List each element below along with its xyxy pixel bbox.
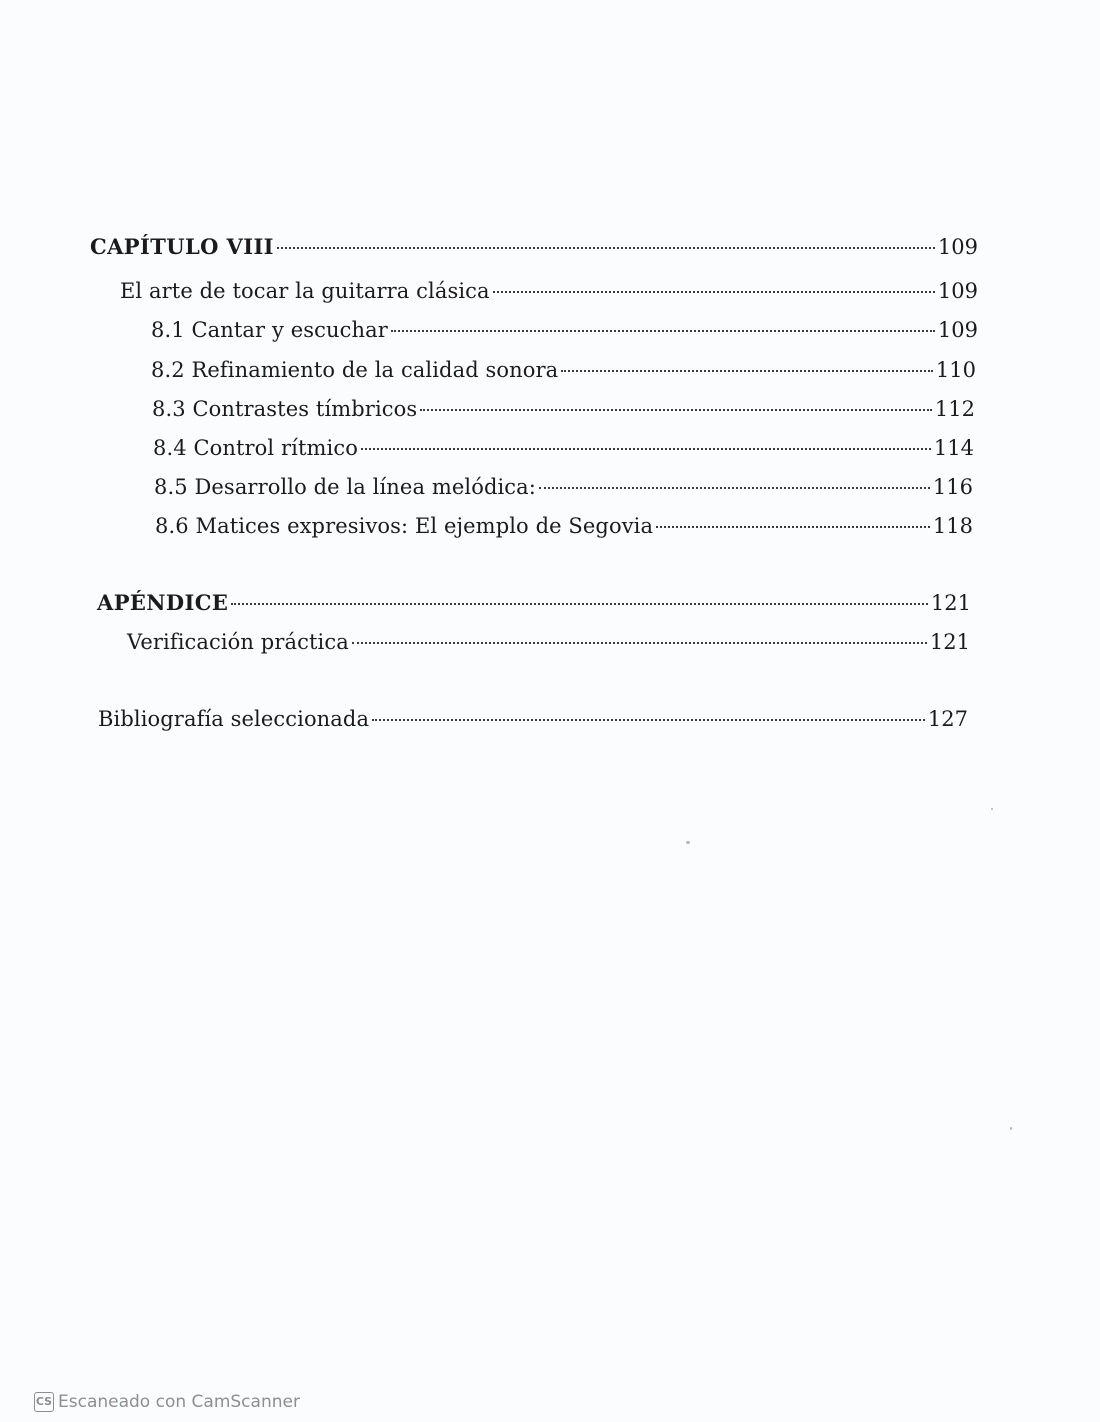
toc-entry-label: 8.4 Control rítmico	[153, 436, 358, 460]
watermark-text: Escaneado con CamScanner	[58, 1392, 300, 1412]
toc-entry-label: Verificación práctica	[127, 630, 349, 654]
scan-speck	[686, 841, 690, 844]
dot-leader	[361, 448, 931, 450]
toc-entry-label: 8.3 Contrastes tímbricos	[152, 397, 418, 421]
toc-entry-label: 8.6 Matices expresivos: El ejemplo de Segovia	[155, 514, 654, 538]
dot-leader	[277, 247, 935, 249]
toc-entry-page: 112	[934, 397, 975, 421]
scan-speck	[991, 808, 993, 810]
toc-entry-8-1	[151, 313, 978, 347]
toc-entry-bibliografia	[98, 702, 968, 736]
toc-entry-8-4	[153, 431, 974, 465]
toc-entry-page: 109	[937, 235, 978, 259]
scan-speck	[1010, 1127, 1012, 1130]
toc-entry-label: 8.2 Refinamiento de la calidad sonora	[151, 358, 559, 382]
toc-entry-capitulo-viii	[90, 230, 978, 264]
dot-leader	[539, 487, 930, 489]
dot-leader	[352, 642, 927, 644]
toc-entry-page: 121	[930, 591, 971, 615]
dot-leader	[493, 291, 935, 293]
dot-leader	[391, 330, 935, 332]
dot-leader	[231, 603, 928, 605]
toc-entry-page: 127	[927, 707, 968, 731]
toc-entry-label: 8.5 Desarrollo de la línea melódica:	[154, 475, 536, 499]
dot-leader	[656, 526, 930, 528]
dot-leader	[372, 719, 925, 721]
toc-entry-8-5	[154, 470, 973, 504]
dot-leader	[561, 370, 933, 372]
toc-entry-verificacion	[127, 625, 970, 659]
toc-entry-label: El arte de tocar la guitarra clásica	[120, 279, 490, 303]
toc-entry-8-2	[151, 353, 976, 387]
toc-entry-page: 121	[929, 630, 970, 654]
toc-entry-arte-tocar	[120, 274, 978, 308]
toc-entry-label: CAPÍTULO VIII	[90, 234, 274, 259]
scanner-watermark	[34, 1392, 300, 1412]
toc-entry-apendice	[97, 586, 971, 620]
toc-entry-page: 118	[932, 514, 973, 538]
toc-entry-8-3	[152, 392, 975, 426]
toc-entry-page: 114	[933, 436, 974, 460]
dot-leader	[420, 409, 932, 411]
toc-entry-page: 110	[935, 358, 976, 382]
toc-entry-label: 8.1 Cantar y escuchar	[151, 318, 388, 342]
toc-entry-page: 109	[937, 279, 978, 303]
toc-entry-page: 109	[937, 318, 978, 342]
toc-entry-page: 116	[932, 475, 973, 499]
toc-entry-8-6	[155, 509, 973, 543]
camscanner-logo-icon: CS	[34, 1392, 54, 1412]
toc-entry-label: Bibliografía seleccionada	[98, 707, 370, 731]
toc-entry-label: APÉNDICE	[97, 590, 229, 615]
